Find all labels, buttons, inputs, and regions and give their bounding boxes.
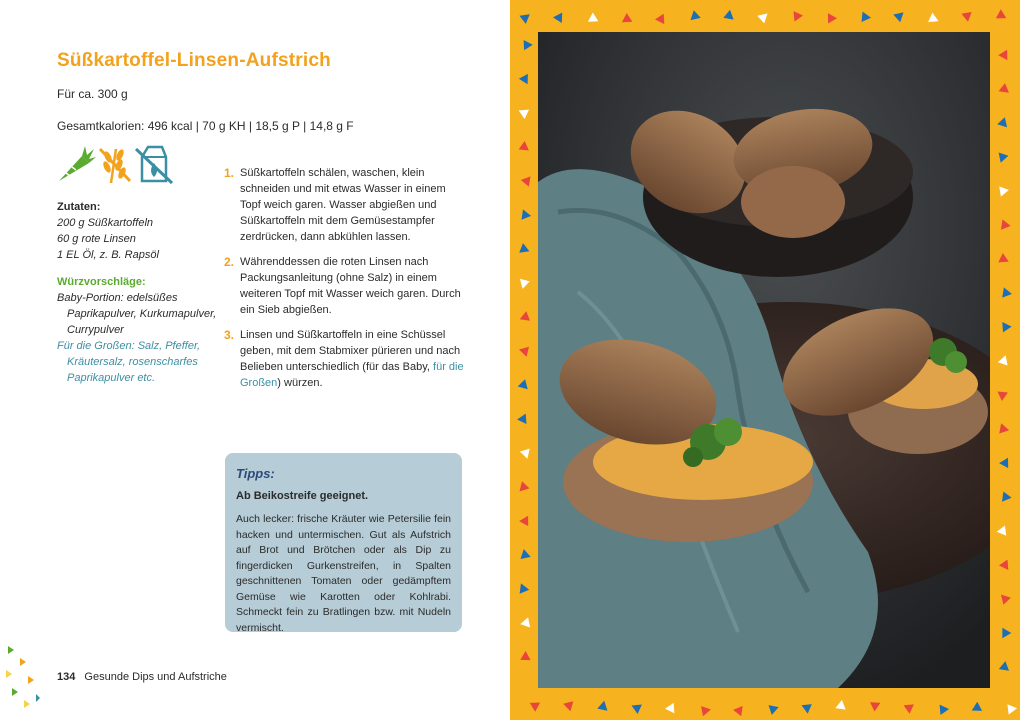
- ingredient-item: 60 g rote Linsen: [57, 233, 136, 245]
- confetti-triangle: [520, 311, 530, 321]
- confetti-triangle: [524, 40, 533, 50]
- confetti-triangle: [1002, 287, 1012, 297]
- confetti-triangle: [999, 423, 1009, 433]
- step-item: [224, 254, 464, 318]
- confetti-triangle: [665, 703, 674, 713]
- ingredient-item: 1 EL Öl, z. B. Rapsöl: [57, 249, 159, 261]
- spices-heading: Würzvorschläge:: [57, 276, 146, 288]
- confetti-triangle: [520, 279, 530, 289]
- confetti-triangle: [520, 617, 530, 627]
- recipe-calories: Gesamtkalorien: 496 kcal | 70 g KH | 18,5 g P | 14,8 g F: [57, 119, 354, 133]
- confetti-triangle: [904, 704, 914, 713]
- confetti-triangle: [961, 12, 971, 22]
- confetti-triangle: [769, 705, 779, 715]
- confetti-triangle: [999, 458, 1008, 468]
- confetti-triangle: [757, 14, 767, 24]
- confetti-triangle: [998, 355, 1008, 365]
- confetti-triangle: [701, 706, 711, 716]
- page-number: 134: [57, 671, 76, 683]
- confetti-triangle: [520, 481, 530, 491]
- confetti-triangle: [519, 110, 529, 119]
- confetti-triangle: [655, 14, 664, 24]
- confetti-triangle: [802, 704, 812, 714]
- confetti-triangle: [517, 414, 526, 424]
- confetti-triangle: [519, 74, 528, 84]
- confetti-triangle: [999, 153, 1009, 163]
- confetti-triangle: [928, 13, 938, 23]
- carrot-icon: [59, 146, 96, 181]
- confetti-triangle: [999, 83, 1009, 93]
- confetti-triangle: [996, 9, 1006, 18]
- confetti-triangle: [1001, 219, 1011, 229]
- step-text: ) würzen.: [277, 377, 323, 389]
- confetti-triangle: [998, 50, 1007, 60]
- step-text: Linsen und Süßkartoffeln in eine Schüssel geben, mit dem Stabmixer pürieren und nach Belieben unterschiedlich (für das Baby,: [240, 329, 461, 373]
- confetti-triangle: [997, 526, 1007, 536]
- page-footer: [57, 671, 227, 683]
- diet-icons: [56, 143, 174, 185]
- confetti-triangle: [563, 701, 573, 711]
- confetti-triangle: [622, 13, 632, 22]
- ingredients-list: [57, 199, 217, 386]
- ingredient-item: 200 g Süßkartoffeln: [57, 217, 154, 229]
- confetti-triangle: [522, 209, 532, 219]
- confetti-triangle: [519, 347, 529, 357]
- step-number: 2.: [224, 255, 235, 269]
- spices-adults: Für die Großen: Salz, Pfeffer, Kräutersalz, rosenscharfes Paprikapulver etc.: [57, 340, 201, 384]
- confetti-triangle: [553, 13, 562, 23]
- confetti-triangle: [998, 392, 1008, 402]
- instruction-steps: [224, 165, 464, 400]
- confetti-triangle: [1002, 492, 1012, 502]
- confetti-triangle: [519, 516, 528, 526]
- step-text: Währenddessen die roten Linsen nach Packungsanleitung (ohne Salz) in einem weiteren Topf mit Wasser weich garen. Durch ein Sieb abgießen.: [240, 256, 461, 316]
- confetti-triangle: [1002, 322, 1011, 332]
- confetti-triangle: [520, 449, 530, 459]
- right-page: [510, 0, 1020, 720]
- no-milk-icon: [136, 147, 172, 183]
- confetti-triangle: [999, 560, 1008, 570]
- confetti-triangle: [940, 705, 949, 715]
- confetti-triangle: [997, 117, 1007, 127]
- confetti-triangle: [519, 141, 529, 151]
- confetti-triangle: [733, 706, 743, 716]
- confetti-triangle: [794, 11, 804, 21]
- tips-body: Auch lecker: frische Kräuter wie Petersilie fein hacken und untermischen. Gut als Aufstrich auf Brot und Brötchen oder als Dip zu fingerdicken Gurkenstreifen, in Spalten geschnittenen Tomaten oder gedämpftem Gemüse wie Karotten oder Kohlrabi. Schmeckt fein zu Bratlingen bzw. mit Nudeln vermischt.: [236, 513, 451, 634]
- confetti-triangle: [519, 243, 529, 253]
- confetti-triangle: [521, 176, 531, 186]
- confetti-triangle: [835, 700, 845, 710]
- confetti-triangle: [862, 12, 872, 22]
- step-text-highlight: für die Großen: [240, 361, 464, 389]
- section-name: Gesunde Dips und Aufstriche: [84, 671, 227, 683]
- confetti-triangle: [828, 13, 837, 23]
- confetti-triangle: [998, 253, 1008, 262]
- confetti-triangle: [999, 661, 1009, 671]
- confetti-triangle: [691, 10, 701, 20]
- recipe-title: Süßkartoffel-Linsen-Aufstrich: [57, 50, 331, 71]
- step-text: Süßkartoffeln schälen, waschen, klein schneiden und mit etwas Wasser in einem Topf weich garen. Wasser abgießen und Süßkartoffeln mit dem Gemüsestampfer zerdrücken, dann abkühlen lassen.: [240, 167, 446, 243]
- confetti-triangle: [1001, 595, 1011, 605]
- tips-box: [225, 453, 462, 632]
- step-item: [224, 327, 464, 391]
- confetti-triangle: [632, 705, 642, 715]
- confetti-triangle: [530, 703, 540, 712]
- food-photo: [538, 32, 990, 688]
- no-grain-icon: [100, 148, 130, 183]
- confetti-triangle: [723, 10, 733, 20]
- recipe-yield: Für ca. 300 g: [57, 87, 128, 101]
- left-page: [0, 0, 510, 720]
- tips-subheading: Ab Beikostreife geeignet.: [236, 490, 369, 502]
- spices-baby: Baby-Portion: edelsüßes Paprikapulver, Kurkumapulver, Currypulver: [57, 292, 217, 336]
- confetti-triangle: [597, 701, 607, 711]
- confetti-triangle: [520, 651, 530, 660]
- confetti-triangle: [1007, 704, 1017, 714]
- step-number: 1.: [224, 166, 235, 180]
- confetti-triangle: [1002, 628, 1011, 638]
- step-item: [224, 165, 464, 245]
- confetti-triangle: [521, 549, 531, 559]
- confetti-triangle: [588, 13, 598, 22]
- confetti-triangle: [519, 14, 529, 24]
- tips-heading: Tipps:: [236, 466, 275, 481]
- confetti-triangle: [518, 379, 528, 389]
- step-number: 3.: [224, 328, 235, 342]
- ingredients-heading: Zutaten:: [57, 201, 101, 213]
- confetti-decoration: [0, 640, 50, 720]
- confetti-triangle: [999, 186, 1009, 196]
- confetti-triangle: [870, 702, 880, 711]
- confetti-triangle: [520, 583, 530, 593]
- confetti-triangle: [893, 12, 903, 22]
- confetti-triangle: [972, 702, 982, 711]
